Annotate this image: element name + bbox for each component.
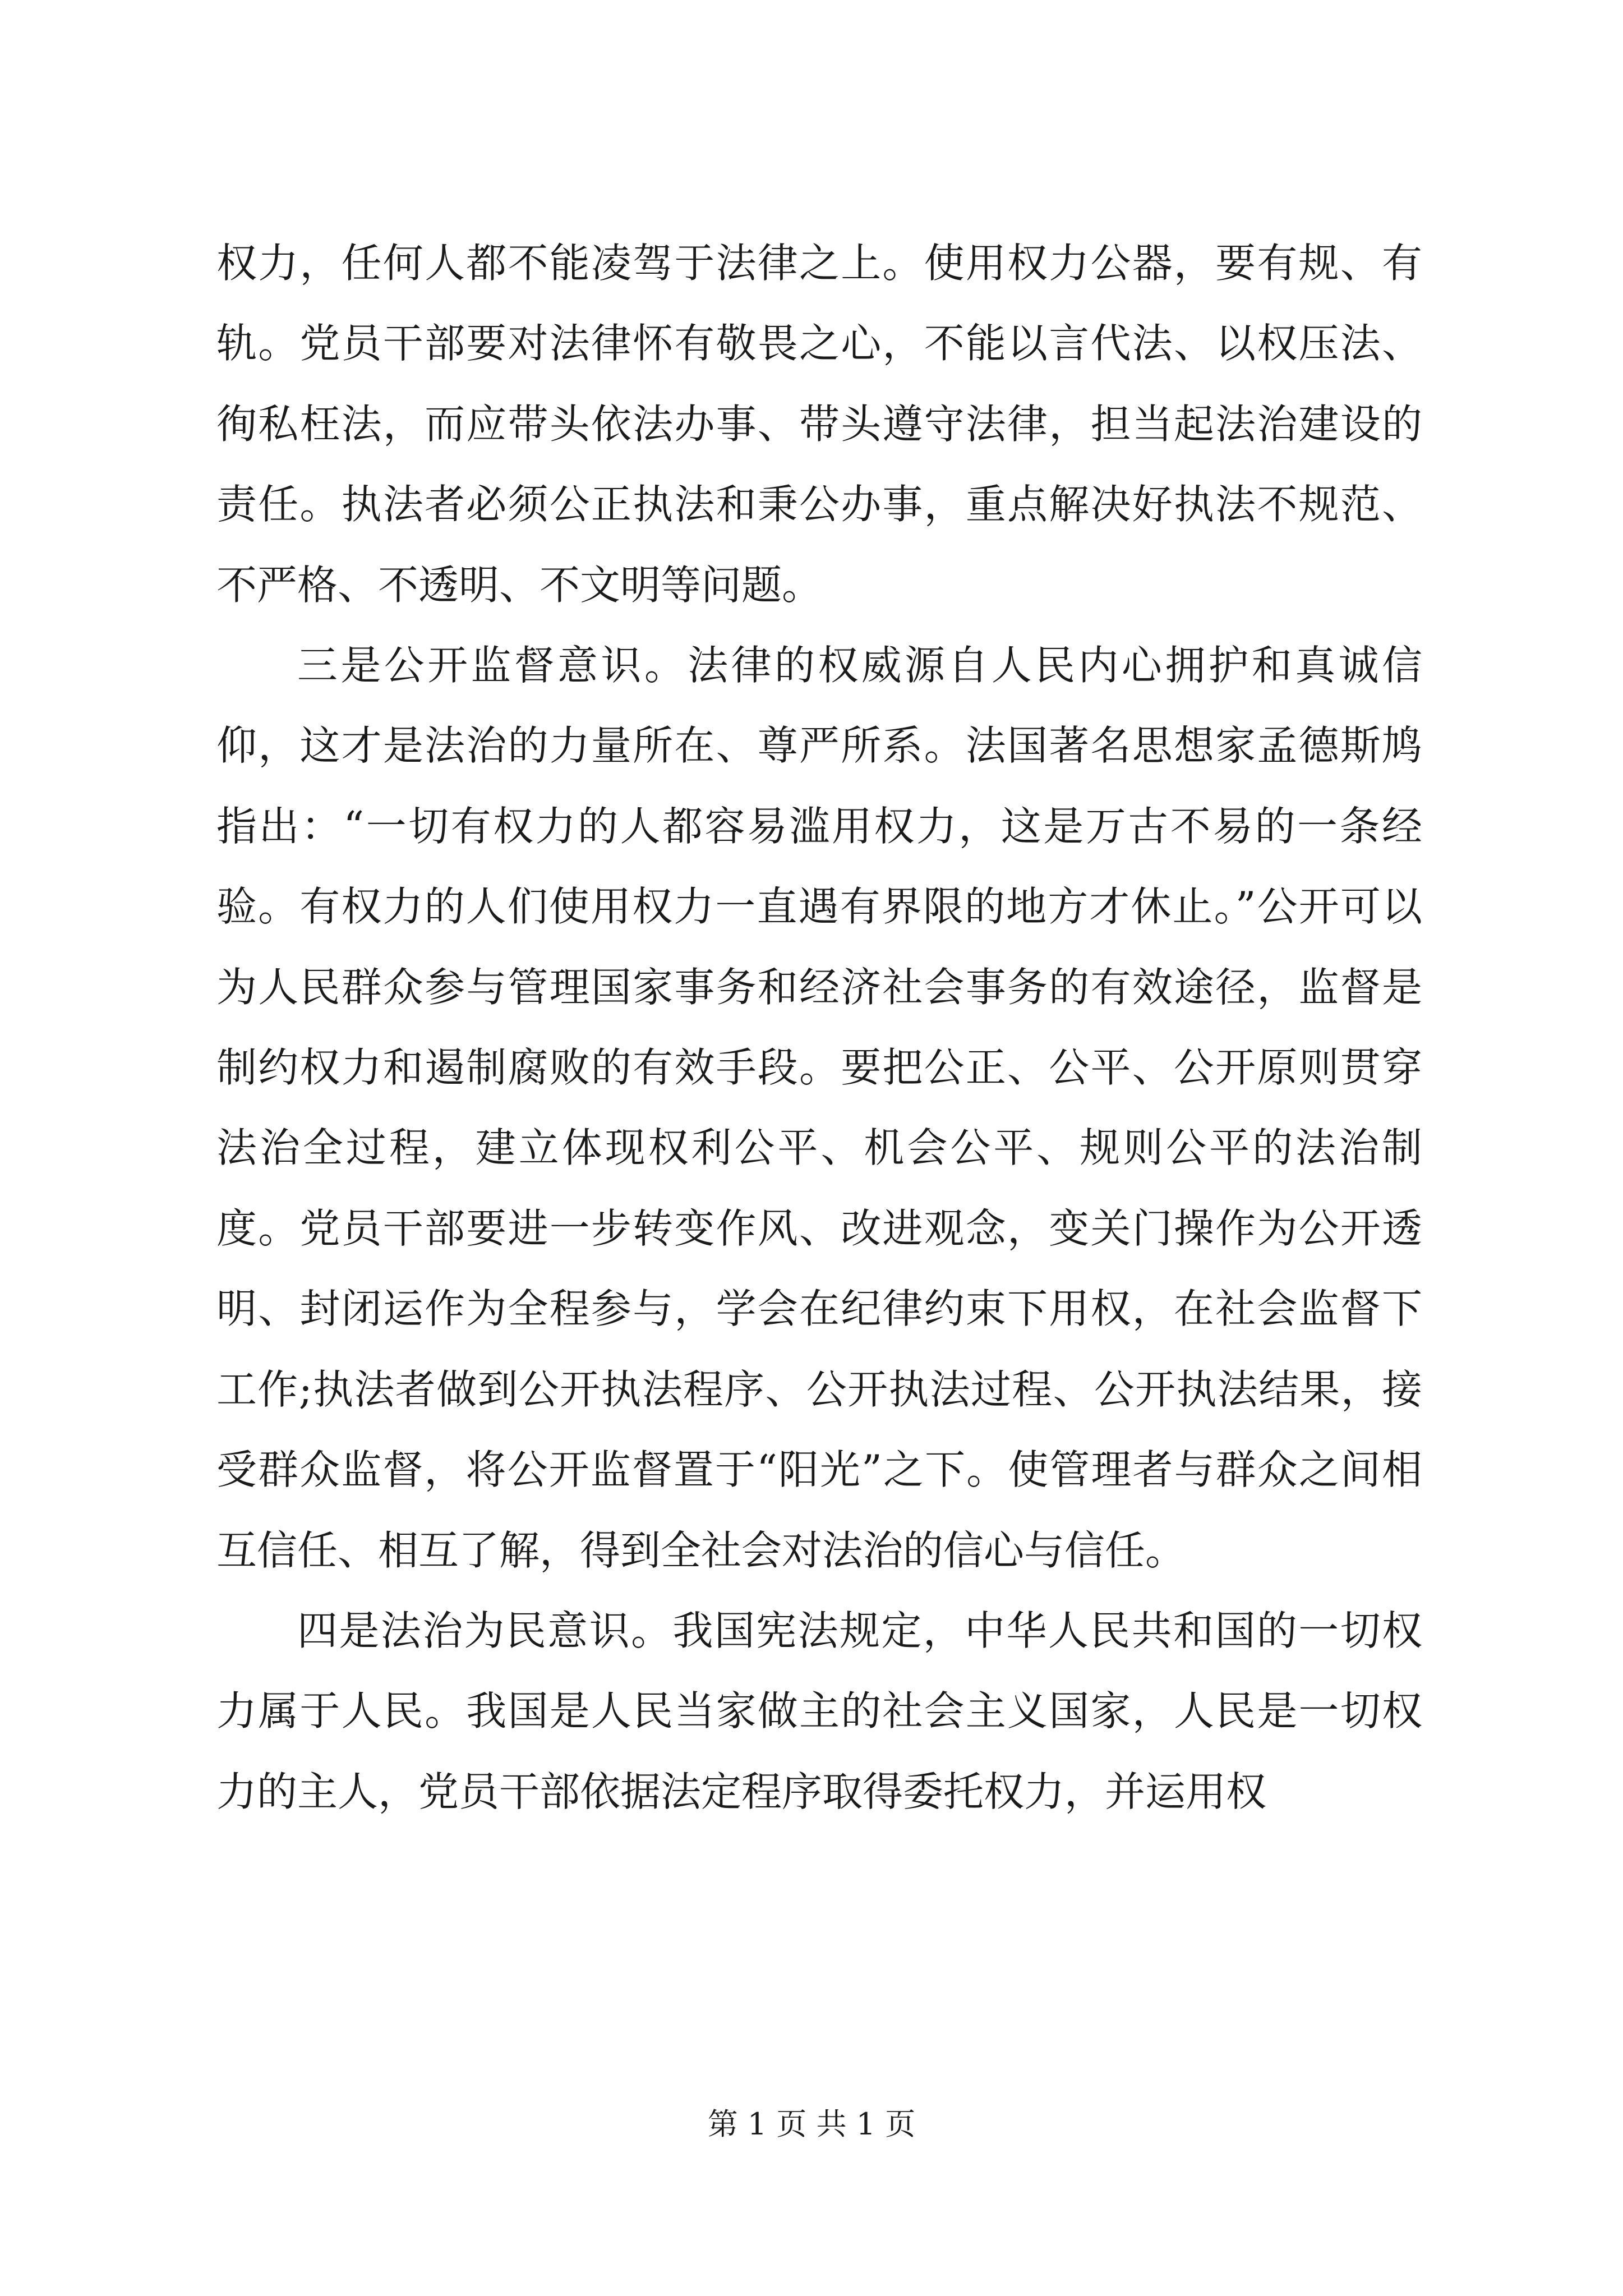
paragraph-1: 权力，任何人都不能凌驾于法律之上。使用权力公器，要有规、有轨。党员干部要对法律怀有敬畏之心，不能以言代法、以权压法、徇私枉法，而应带头依法办事、带头遵守法律，担当起法治建设的责任。执法者必须公正执法和秉公办事，重点解决好执法不规范、不严格、不透明、不文明等问题。 <box>216 240 1422 609</box>
page-footer: 第 1 页 共 1 页 <box>707 2106 916 2142</box>
paragraph-2: 三是公开监督意识。法律的权威源自人民内心拥护和真诚信仰，这才是法治的力量所在、尊严所系。法国著名思想家孟德斯鸠指出：“一切有权力的人都容易滥用权力，这是万古不易的一条经验。有权力的人们使用权力一直遇有界限的地方才休止。”公开可以为人民群众参与管理国家事务和经济社会事务的有效途径，监督是制约权力和遏制腐败的有效手段。要把公正、公平、公开原则贯穿法治全过程，建立体现权利公平、机会公平、规则公平的法治制度。党员干部要进一步转变作风、改进观念，变关门操作为公开透明、封闭运作为全程参与，学会在纪律约束下用权，在社会监督下工作;执法者做到公开执法程序、公开执法过程、公开执法结果，接受群众监督，将公开监督置于“阳光”之下。使管理者与群众之间相互信任、相互了解，得到全社会对法治的信心与信任。 <box>216 642 1422 1574</box>
paragraph-3: 四是法治为民意识。我国宪法规定，中华人民共和国的一切权力属于人民。我国是人民当家做主的社会主义国家，人民是一切权力的主人，党员干部依据法定程序取得委托权力，并运用权 <box>216 1607 1422 1815</box>
document-body <box>216 223 1422 1832</box>
